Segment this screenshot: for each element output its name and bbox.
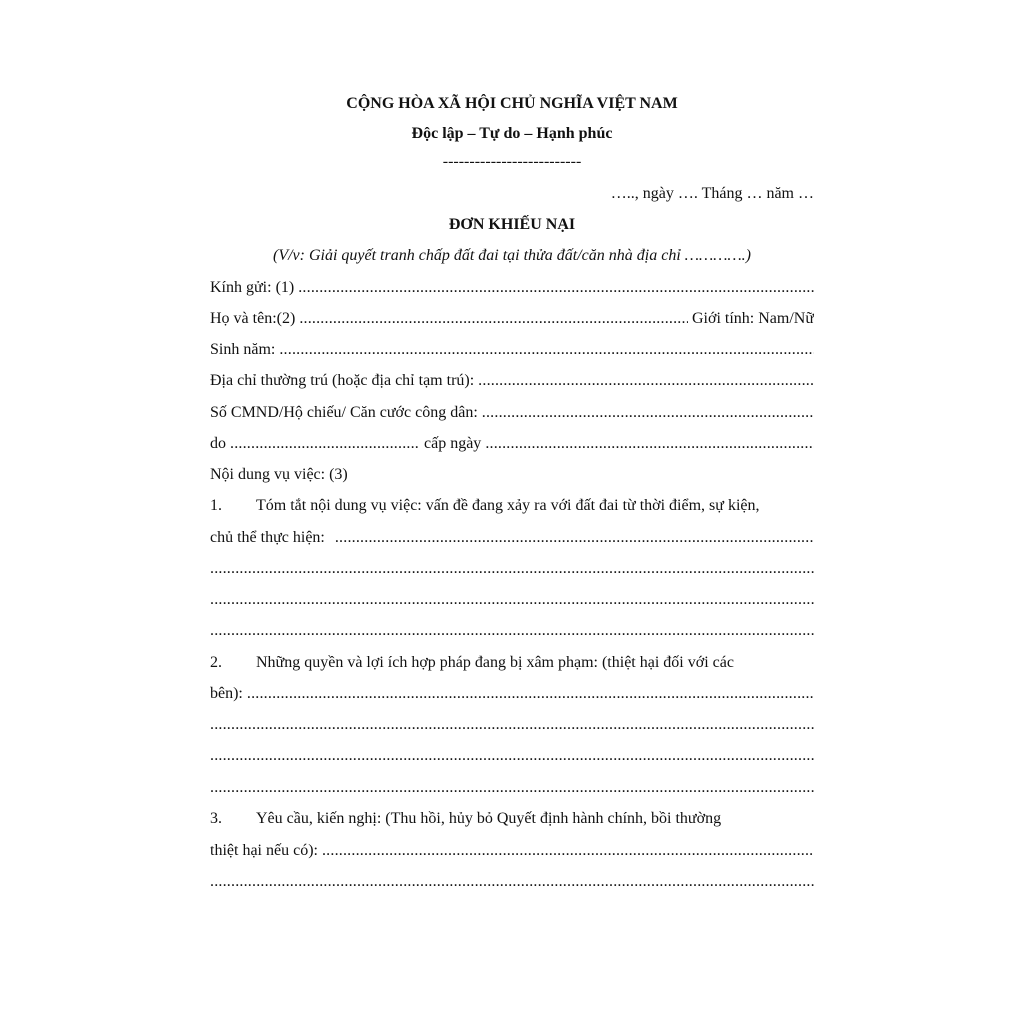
issued-by-blank bbox=[230, 434, 420, 454]
id-number-blank bbox=[482, 403, 814, 423]
date-line: ….., ngày …. Tháng … năm … bbox=[610, 185, 814, 202]
birth-year-field bbox=[210, 340, 814, 360]
recipient-label: Kính gửi: (1) bbox=[210, 279, 295, 296]
blank-line bbox=[210, 746, 814, 766]
id-number-field bbox=[210, 403, 814, 423]
blank-line bbox=[210, 621, 814, 641]
content-item-2 bbox=[210, 653, 814, 673]
header-separator: -------------------------- bbox=[442, 153, 582, 170]
issued-date-blank bbox=[485, 434, 814, 454]
full-name-field bbox=[210, 309, 814, 329]
country-heading: CỘNG HÒA XÃ HỘI CHỦ NGHĨA VIỆT NAM bbox=[346, 95, 678, 112]
item-blank bbox=[247, 684, 814, 704]
full-name-blank bbox=[299, 309, 688, 329]
content-item-2-line2 bbox=[210, 684, 814, 704]
issued-by-label: do bbox=[210, 435, 226, 452]
address-label: Địa chỉ thường trú (hoặc địa chỉ tạm trú): bbox=[210, 372, 475, 389]
address-field bbox=[210, 371, 814, 391]
address-blank bbox=[478, 371, 814, 391]
form-title: ĐƠN KHIẾU NẠI bbox=[448, 216, 576, 233]
birth-year-label: Sinh năm: bbox=[210, 341, 276, 358]
form-subtitle: (V/v: Giải quyết tranh chấp đất đai tại thửa đất/căn nhà địa chỉ ………….) bbox=[272, 247, 751, 264]
item-text: Yêu cầu, kiến nghị: (Thu hồi, hủy bỏ Quyết định hành chính, bồi thường bbox=[256, 810, 722, 827]
item-text-cont: thiệt hại nếu có): bbox=[210, 842, 318, 859]
item-text: Những quyền và lợi ích hợp pháp đang bị xâm phạm: (thiệt hại đối với các bbox=[256, 654, 734, 671]
id-number-label: Số CMND/Hộ chiếu/ Căn cước công dân: bbox=[210, 404, 478, 421]
national-motto: Độc lập – Tự do – Hạnh phúc bbox=[411, 125, 613, 142]
item-text-cont: chủ thể thực hiện: bbox=[210, 529, 325, 546]
blank-line bbox=[210, 778, 814, 798]
item-number: 3. bbox=[210, 810, 222, 827]
item-blank bbox=[335, 528, 814, 548]
item-number: 1. bbox=[210, 497, 222, 514]
issuance-field bbox=[210, 434, 814, 454]
content-item-1-line2 bbox=[210, 528, 814, 548]
blank-line bbox=[210, 590, 814, 610]
item-number: 2. bbox=[210, 654, 222, 671]
content-heading: Nội dung vụ việc: (3) bbox=[210, 466, 348, 483]
issued-date-label: cấp ngày bbox=[424, 435, 482, 452]
blank-line bbox=[210, 872, 814, 892]
recipient-blank bbox=[298, 278, 814, 298]
gender-label: Giới tính: Nam/Nữ bbox=[691, 310, 814, 327]
full-name-label: Họ và tên:(2) bbox=[210, 310, 296, 327]
birth-year-blank bbox=[279, 340, 814, 360]
item-blank bbox=[322, 841, 814, 861]
item-text: Tóm tắt nội dung vụ việc: vấn đề đang xảy ra với đất đai từ thời điểm, sự kiện, bbox=[256, 497, 760, 514]
content-item-3-line2 bbox=[210, 841, 814, 861]
content-item-1 bbox=[210, 496, 814, 516]
blank-line bbox=[210, 715, 814, 735]
content-item-3 bbox=[210, 809, 814, 829]
item-text-cont: bên): bbox=[210, 685, 243, 702]
recipient-field bbox=[210, 278, 814, 298]
blank-line bbox=[210, 559, 814, 579]
